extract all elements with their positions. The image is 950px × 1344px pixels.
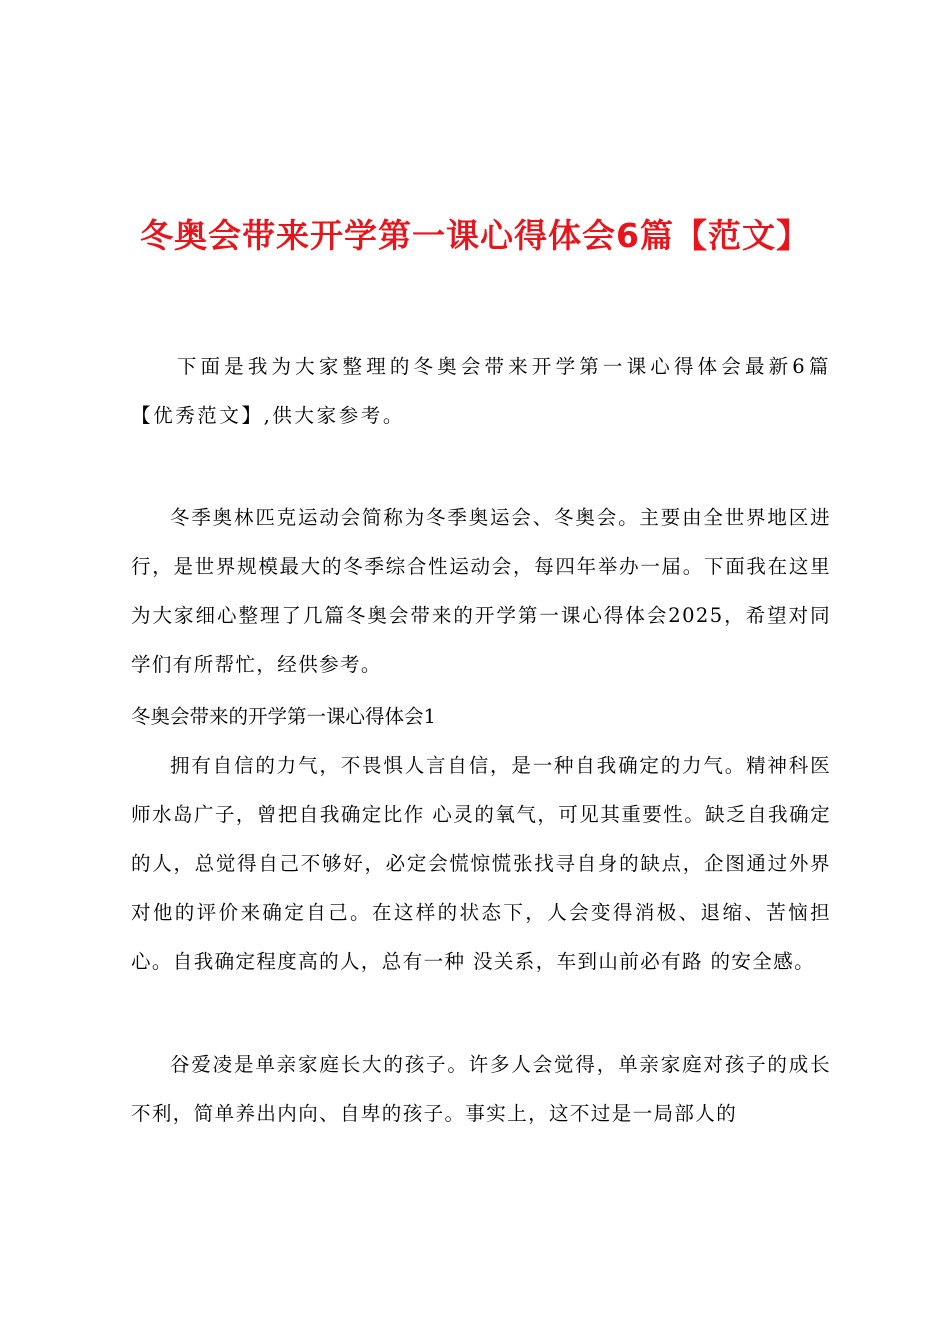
body-paragraph-1: 冬季奥林匹克运动会简称为冬季奥运会、冬奥会。主要由全世界地区进行，是世界规模最大的冬季综合性运动会，每四年举办一届。下面我在这里为大家细心整理了几篇冬奥会带来的开学第一课心得体会2025，希望对同学们有所帮忙，经供参考。 [131,506,831,676]
body-paragraph-2: 拥有自信的力气，不畏惧人言自信，是一种自我确定的力气。精神科医师水岛广子，曾把自我确定比作 心灵的氧气，可见其重要性。缺乏自我确定的人，总觉得自己不够好，必定会慌惊慌张找寻自身的缺点，企图通过外界对他的评价来确定自己。在这样的状态下，人会变得消极、退缩、苦恼担心。自我确定程度高的人，总有一种 没关系，车到山前必有路 的安全感。 [131,754,831,973]
document-title: 冬奥会带来开学第一课心得体会6篇【范文】 [140,216,810,256]
section-heading: 冬奥会带来的开学第一课心得体会1 [131,705,436,728]
intro-paragraph: 下面是我为大家整理的冬奥会带来开学第一课心得体会最新6篇【优秀范文】,供大家参考。 [131,355,831,427]
body-paragraph-3: 谷爱凌是单亲家庭长大的孩子。许多人会觉得，单亲家庭对孩子的成长不利，简单养出内向、自卑的孩子。事实上，这不过是一局部人的 [131,1053,831,1125]
